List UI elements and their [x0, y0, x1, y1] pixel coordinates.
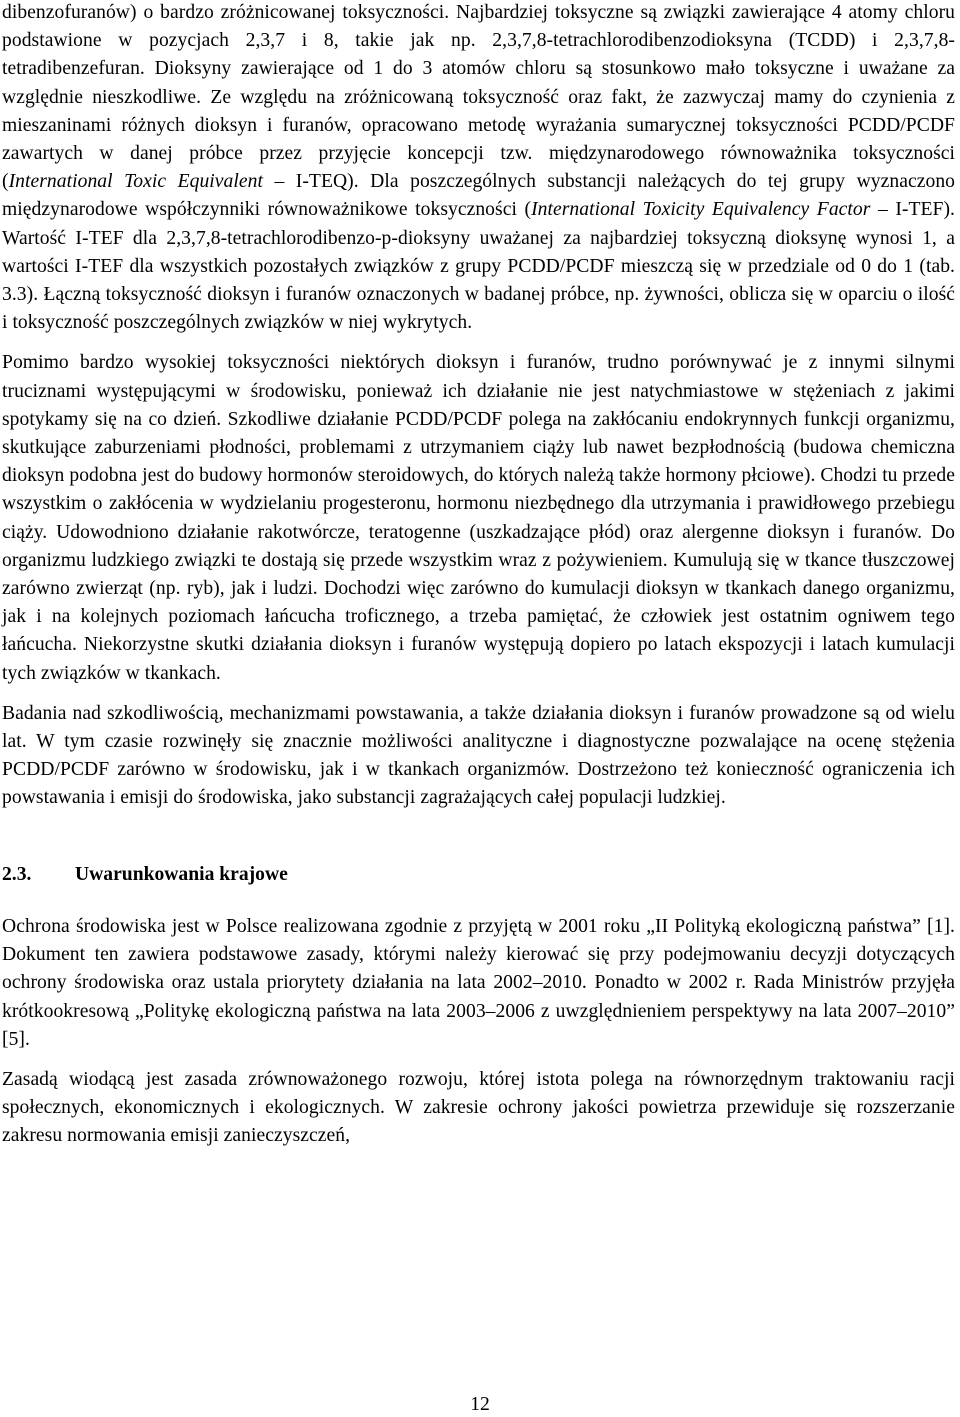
section-number: 2.3.	[2, 863, 32, 885]
paragraph-research: Badania nad szkodliwością, mechanizmami powstawania, a także działania dioksyn i furanów prowadzone są od wielu lat. W tym czasie rozwinęły się znacznie możliwości analityczne i diagnostyczne pozwalające na ocenę stężenia PCDD/PCDF zarówno w środowisku, jak i w tkankach organizmów. Dostrzeżono też konieczność ograniczenia ich powstawania i emisji do środowiska, jako substancji zagrażających całej populacji ludzkiej.	[2, 702, 955, 809]
paragraph-sustainable-development: Zasadą wiodącą jest zasada zrównoważonego rozwoju, której istota polega na równorzędnym traktowaniu racji społecznych, ekonomicznych i ekologicznych. W zakresie ochrony jakości powietrza przewiduje się rozszerzanie zakresu normowania emisji zanieczyszczeń,	[2, 1068, 955, 1147]
paragraph-text: dibenzofuranów) o bardzo zróżnicowanej toksyczności. Najbardziej toksyczne są związki zawierające 4 atomy chloru podstawione w pozycjach 2,3,7 i 8, takie jak np. 2,3,7,8-tetrachlorodibenzodioksyna (TCDD) i 2,3,7,8-tetradibenzefuran. Dioksyny zawierające od 1 do 3 atomów chloru są stosunkowo mało toksyczne i uważane za względnie nieszkodliwe. Ze względu na zróżnicowaną toksyczność oraz fakt, że zazwyczaj mamy do czynienia z mieszaninami różnych dioksyn i furanów, opracowano metodę wyrażania sumarycznej toksyczności PCDD/PCDF zawartych w danej próbce przez przyjęcie koncepcji tzw. międzynarodowego równoważnika toksyczności (	[2, 2, 955, 193]
paragraph-health-effects: Pomimo bardzo wysokiej toksyczności niektórych dioksyn i furanów, trudno porównywać je z innymi silnymi truciznami występującymi w środowisku, ponieważ ich działanie nie jest natychmiastowe w stężeniach z jakimi spotykamy się na co dzień. Szkodliwe działanie PCDD/PCDF polega na zakłócaniu endokrynnych funkcji organizmu, skutkujące zaburzeniami płodności, problemami z utrzymaniem ciąży lub nawet bezpłodnością (budowa chemiczna dioksyn podobna jest do budowy hormonów steroidowych, do których należą także hormony płciowe). Chodzi tu przede wszystkim o zakłócenia w wydzielaniu progesteronu, hormonu niezbędnego dla utrzymania i prawidłowego przebiegu ciąży. Udowodniono działanie rakotwórcze, teratogenne (uszkadzające płód) oraz alergenne dioksyn i furanów. Do organizmu ludzkiego związki te dostają się przede wszystkim wraz z pożywieniem. Kumulują się w tkance tłuszczowej zarówno zwierząt (np. ryb), jak i ludzi. Dochodzi więc zarówno do kumulacji dioksyn w tkankach danego organizmu, jak i na kolejnych poziomach łańcucha troficznego, a trzeba pamiętać, że człowiek jest ostatnim ogniwem tego łańcucha. Niekorzystne skutki działania dioksyn i furanów występują dopiero po latach ekspozycji i latach kumulacji tych związków w tkankach.	[2, 352, 955, 684]
paragraph-text: – I-TEQ). Dla poszczególnych substancji należących do tej grupy wyznaczono międzynarodowe współczynniki równoważnikowe toksyczności (	[2, 171, 956, 221]
italic-term-international-toxic-equivalent: International Toxic Equivalent	[8, 171, 263, 193]
section-heading	[2, 861, 955, 889]
paragraph-text: – I-TEF). Wartość I-TEF dla 2,3,7,8-tetrachlorodibenzo-p-dioksyny uważanej za najbardziej toksyczną dioksynę wynosi 1, a wartości I-TEF dla wszystkich pozostałych związków z grupy PCDD/PCDF mieszczą się w przedziale od 0 do 1 (tab. 3.3). Łączną toksyczność dioksyn i furanów oznaczonych w badanej próbce, np. żywności, oblicza się w oparciu o ilość i toksyczność poszczególnych związków w niej wykrytych.	[2, 199, 956, 334]
page-number: 12	[470, 1394, 490, 1415]
paragraph-toxicity-equivalent	[2, 0, 955, 337]
section-title: Uwarunkowania krajowe	[75, 863, 288, 885]
italic-term-international-toxicity-equivalency-factor: International Toxicity Equivalency Factor	[531, 199, 871, 221]
paragraph-national-policy: Ochrona środowiska jest w Polsce realizowana zgodnie z przyjętą w 2001 roku „II Polityką ekologiczną państwa” [1]. Dokument ten zawiera podstawowe zasady, którymi należy kierować się przy podejmowaniu decyzji dotyczących ochrony środowiska oraz ustala priorytety działania na lata 2002–2010. Ponadto w 2002 r. Rada Ministrów przyjęła krótkookresową „Politykę ekologiczną państwa na lata 2003–2006 z uwzględnieniem perspektywy na lata 2007–2010” [5].	[2, 915, 955, 1050]
